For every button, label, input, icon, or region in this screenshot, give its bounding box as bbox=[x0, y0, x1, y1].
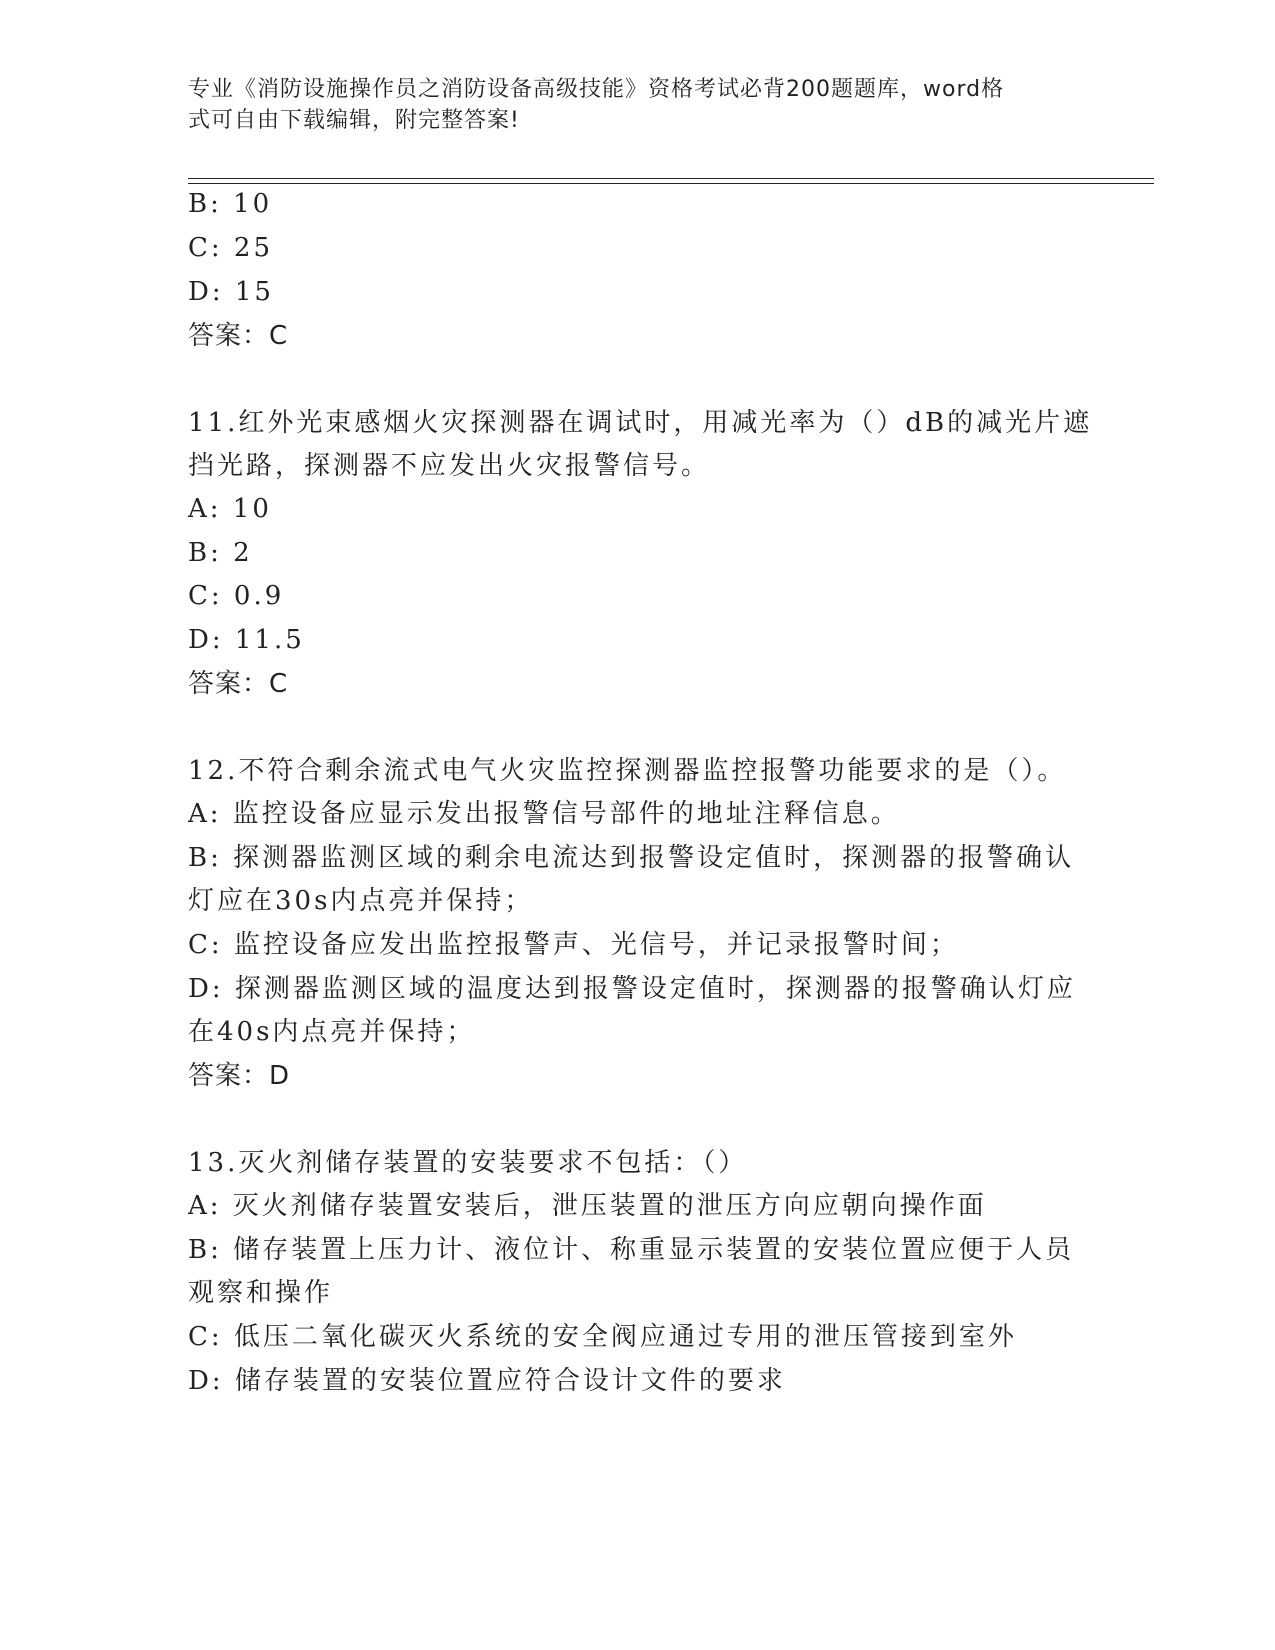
q12-option-a: A: 监控设备应显示发出报警信号部件的地址注释信息。 bbox=[188, 799, 900, 829]
header-title-line-1: 专业《消防设施操作员之消防设备高级技能》资格考试必背200题题库，word格 bbox=[188, 77, 1005, 102]
q12-option-b-line-1: B: 探测器监测区域的剩余电流达到报警设定值时，探测器的报警确认 bbox=[188, 843, 1075, 873]
q11-stem-line-2: 挡光路，探测器不应发出火灾报警信号。 bbox=[188, 451, 711, 481]
q13-stem: 13.灭火剂储存装置的安装要求不包括：（） bbox=[188, 1148, 748, 1178]
q10-option-b: B: 10 bbox=[188, 189, 273, 219]
q10-answer: 答案：C bbox=[188, 321, 289, 351]
q13-option-a: A: 灭火剂储存装置安装后，泄压装置的泄压方向应朝向操作面 bbox=[188, 1191, 987, 1221]
q10-option-c: C: 25 bbox=[188, 233, 274, 263]
q11-answer: 答案：C bbox=[188, 669, 289, 699]
q11-stem-line-1: 11.红外光束感烟火灾探测器在调试时，用减光率为（）dB的减光片遮 bbox=[188, 408, 1093, 438]
q11-option-b: B: 2 bbox=[188, 538, 253, 568]
q12-option-d-line-2: 在40s内点亮并保持； bbox=[188, 1017, 476, 1047]
q12-option-d-line-1: D: 探测器监测区域的温度达到报警设定值时，探测器的报警确认灯应 bbox=[188, 974, 1076, 1004]
header-divider-top bbox=[188, 178, 1154, 179]
q13-option-c: C: 低压二氧化碳灭火系统的安全阀应通过专用的泄压管接到室外 bbox=[188, 1322, 1017, 1352]
q12-stem: 12.不符合剩余流式电气火灾监控探测器监控报警功能要求的是（）。 bbox=[188, 756, 1067, 786]
q12-option-b-line-2: 灯应在30s内点亮并保持； bbox=[188, 886, 534, 916]
q13-option-d: D: 储存装置的安装位置应符合设计文件的要求 bbox=[188, 1366, 786, 1396]
q11-option-c: C: 0.9 bbox=[188, 581, 285, 611]
q13-option-b-line-1: B: 储存装置上压力计、液位计、称重显示装置的安装位置应便于人员 bbox=[188, 1235, 1075, 1265]
q12-option-c: C: 监控设备应发出监控报警声、光信号，并记录报警时间； bbox=[188, 930, 959, 960]
q11-option-d: D: 11.5 bbox=[188, 625, 305, 655]
q10-option-d: D: 15 bbox=[188, 277, 274, 307]
q13-option-b-line-2: 观察和操作 bbox=[188, 1278, 334, 1308]
document-header bbox=[188, 74, 1068, 136]
q12-answer: 答案：D bbox=[188, 1061, 291, 1091]
header-title-line-2: 式可自由下载编辑，附完整答案! bbox=[188, 108, 520, 133]
q11-option-a: A: 10 bbox=[188, 494, 272, 524]
header-divider-bottom bbox=[188, 183, 1154, 184]
